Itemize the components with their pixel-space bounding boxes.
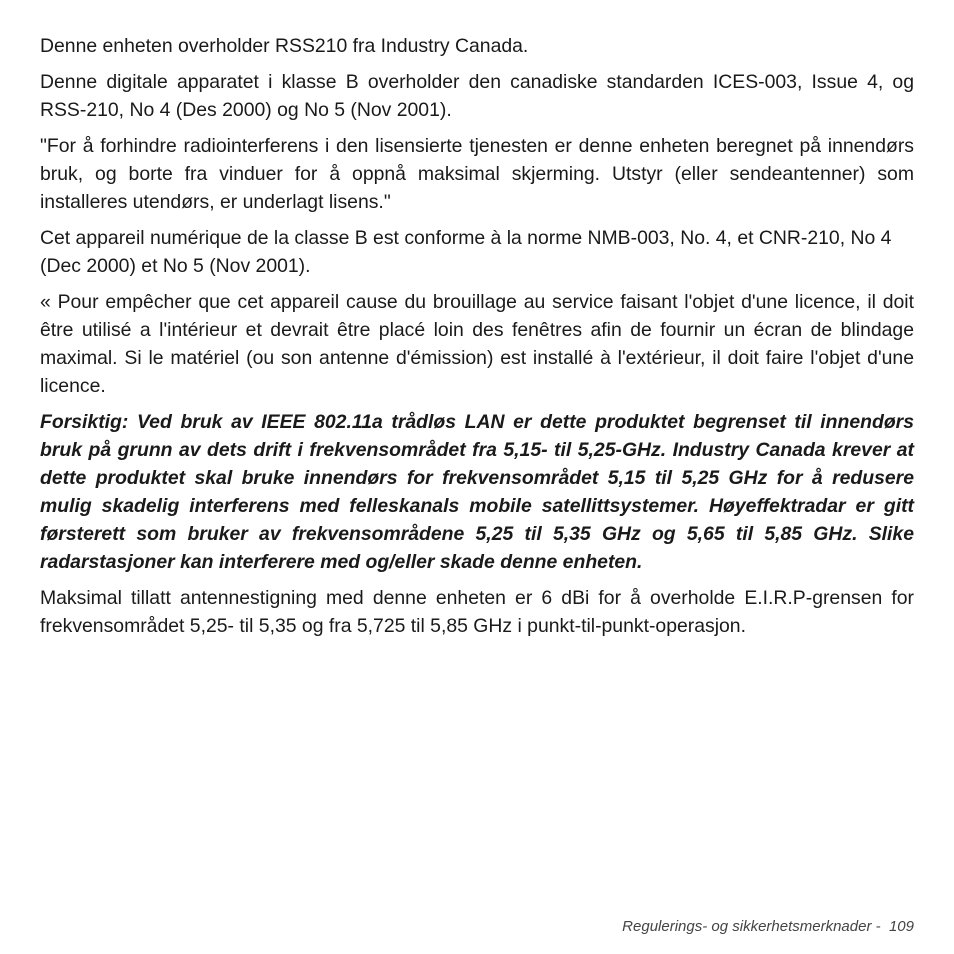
- paragraph-nmb003-french: Cet appareil numérique de la classe B est conforme à la norme NMB-003, No. 4, et CNR-210, No 4 (Dec 2000) et No 5 (Nov 2001).: [40, 227, 892, 277]
- document-body: [40, 32, 914, 648]
- warning-paragraph-ieee-80211a: Forsiktig: Ved bruk av IEEE 802.11a trådløs LAN er dette produktet begrenset til innendørs bruk på grunn av dets drift i frekvensområdet fra 5,15- til 5,25-GHz. Industry Canada krever at dette produktet skal bruke innendørs for frekvensområdet 5,15 til 5,25 GHz for å redusere mulig skadelig interferens med felleskanals mobile satellittsystemer. Høyeffektradar er gitt førsterett som bruker av frekvensområdene 5,25 til 5,35 GHz og 5,65 til 5,85 GHz. Slike radarstasjoner kan interferere med og/eller skade denne enheten.: [40, 411, 914, 573]
- paragraph-brouillage-french: « Pour empêcher que cet appareil cause du brouillage au service faisant l'objet d'une licence, il doit être utilisé a l'intérieur et devrait être placé loin des fenêtres afin de fournir un écran de blindage maximal. Si le matériel (ou son antenne d'émission) est installé à l'extérieur, il doit faire l'objet d'une licence.: [40, 291, 914, 397]
- page-number: 109: [888, 918, 914, 935]
- page-footer: [622, 917, 914, 937]
- paragraph-ices003-norwegian: Denne digitale apparatet i klasse B overholder den canadiske standarden ICES-003, Issue 4, og RSS-210, No 4 (Des 2000) og No 5 (Nov 2001).: [40, 71, 914, 121]
- paragraph-antenna-gain: Maksimal tillatt antennestigning med denne enheten er 6 dBi for å overholde E.I.R.P-grensen for frekvensområdet 5,25- til 5,35 og fra 5,725 til 5,85 GHz i punkt-til-punkt-operasjon.: [40, 587, 914, 637]
- paragraph-rss210-compliance: Denne enheten overholder RSS210 fra Industry Canada.: [40, 35, 529, 57]
- footer-section-title: Regulerings- og sikkerhetsmerknader -: [622, 918, 881, 935]
- paragraph-radio-interference-norwegian: "For å forhindre radiointerferens i den lisensierte tjenesten er denne enheten beregnet på innendørs bruk, og borte fra vinduer for å oppnå maksimal skjerming. Utstyr (eller sendeantenner) som installeres utendørs, er underlagt lisens.": [40, 135, 914, 213]
